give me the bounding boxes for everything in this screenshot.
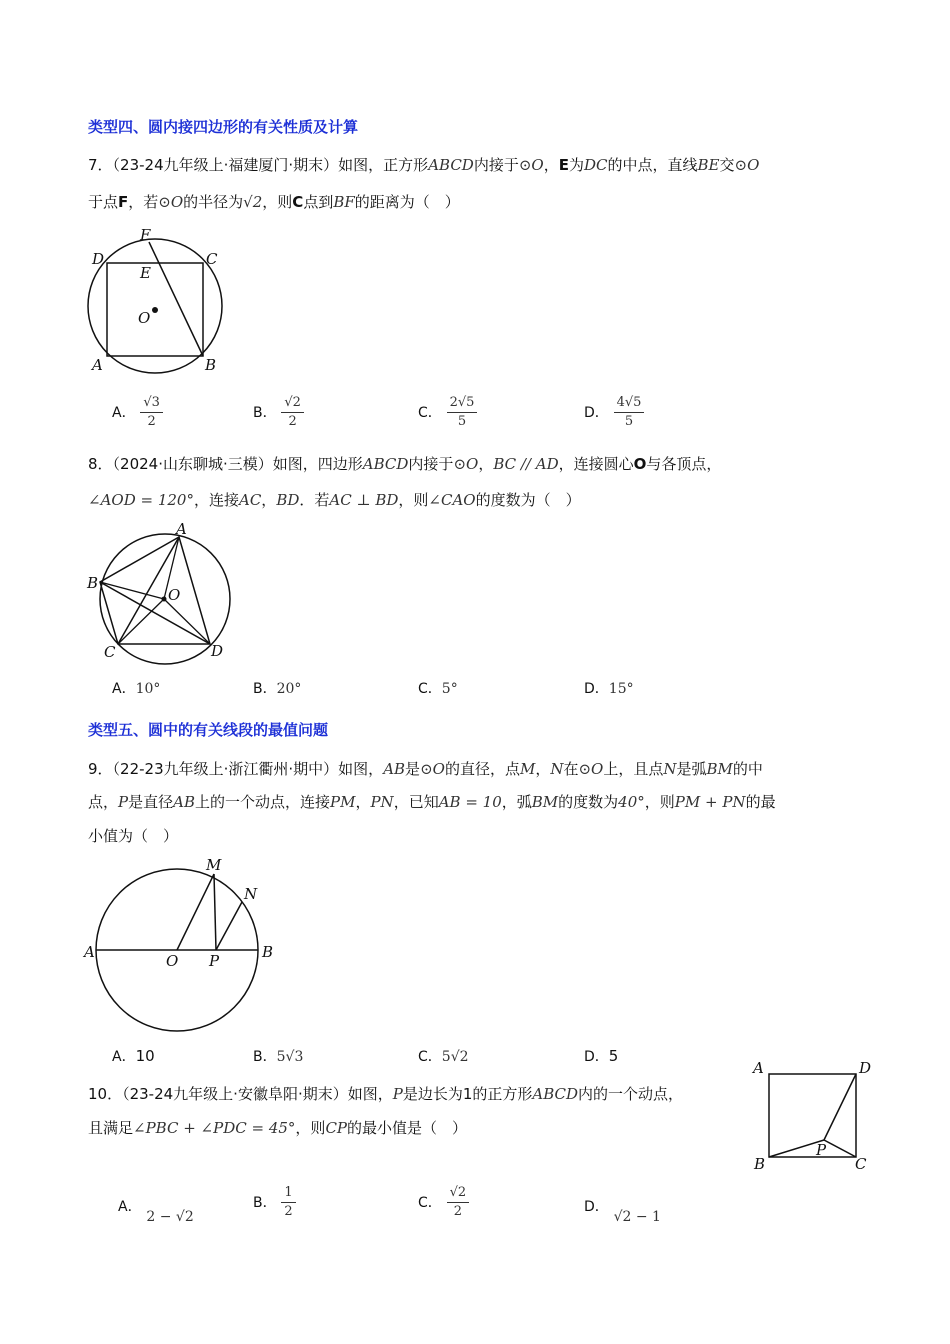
- q7-text: 的距离为（ ）: [354, 193, 460, 211]
- q9-math-ab: AB: [383, 760, 406, 778]
- denominator: 2: [288, 414, 297, 429]
- option-value: 20°: [276, 681, 302, 697]
- q8-center-dot: [162, 597, 167, 602]
- option-letter: A．: [112, 405, 136, 421]
- q7-text: 如图，正方形: [338, 156, 429, 174]
- q8-line-bd: [100, 582, 210, 644]
- q9-line-om: [177, 874, 214, 950]
- option-value: 15°: [608, 681, 634, 697]
- q8-option-b[interactable]: [253, 678, 301, 698]
- q7-math-circle-o: ⊙O: [734, 156, 760, 174]
- q9-math-degree: 40°: [618, 793, 645, 811]
- q8-text: ，连接圆心: [558, 455, 634, 473]
- q8-text: 与各顶点，: [646, 455, 722, 473]
- q7-text: 的中点，直线: [607, 156, 698, 174]
- q9-text: ，: [355, 793, 371, 811]
- q7-text: 点到: [303, 193, 334, 211]
- q10-option-c-fraction: [447, 1184, 470, 1221]
- q7-math-dc: DC: [584, 156, 608, 174]
- q9-math-pm-plus-pn: PM + PN: [674, 793, 746, 811]
- q9-line-3: 小值为（ ）: [88, 827, 179, 845]
- q9-line-2: [88, 791, 776, 813]
- q8-line-2: [88, 489, 581, 511]
- q10-number: 10．: [88, 1085, 123, 1103]
- q8-number: 8．: [88, 455, 113, 473]
- q8-line-ob: [100, 582, 164, 599]
- q10-label-a: A: [753, 1059, 764, 1077]
- option-letter: B．: [253, 681, 277, 697]
- q10-line-2: [88, 1117, 467, 1139]
- denominator: 2: [284, 1204, 293, 1219]
- q7-option-c[interactable]: [418, 394, 477, 431]
- option-letter: A．: [112, 681, 136, 697]
- option-letter: C．: [418, 1195, 442, 1211]
- q7-label-b: B: [205, 356, 217, 374]
- option-value: 10°: [135, 681, 161, 697]
- q9-text: 上，且点: [603, 760, 664, 778]
- q9-math-ab: AB: [173, 793, 195, 811]
- q10-math-p: P: [392, 1085, 403, 1103]
- q8-option-d[interactable]: [584, 678, 634, 698]
- q7-option-a[interactable]: [112, 394, 163, 431]
- q9-source: （22-23九年级上·浙江衢州·期中）: [112, 760, 339, 778]
- option-letter: A．: [112, 1049, 136, 1065]
- q8-math-perpendicular: AC ⊥ BD: [329, 491, 399, 509]
- q10-math-condition: ∠PBC + ∠PDC = 45°: [133, 1119, 296, 1137]
- q10-option-b-fraction: [281, 1184, 295, 1221]
- q8-text: 如图，四边形: [272, 455, 363, 473]
- q10-label-b: B: [754, 1155, 766, 1173]
- q7-label-c: C: [206, 250, 218, 268]
- q7-math-sqrt2: √2: [243, 193, 263, 211]
- q9-math-circle-o: ⊙O: [578, 760, 604, 778]
- q10-text: 且满足: [88, 1119, 134, 1137]
- q7-source: （23-24九年级上·福建厦门·期末）: [112, 156, 339, 174]
- q8-math-angle-aod: ∠AOD = 120°: [88, 491, 194, 509]
- q8-text: ，: [478, 455, 494, 473]
- q8-math-abcd: ABCD: [362, 455, 409, 473]
- q7-point-c: C: [292, 193, 304, 211]
- q7-figure: [82, 222, 232, 377]
- q10-figure: [746, 1056, 878, 1176]
- q8-math-ac: AC: [238, 491, 262, 509]
- q8-text: ．若: [299, 491, 330, 509]
- option-letter: A．: [118, 1199, 142, 1215]
- q10-label-p: P: [816, 1141, 827, 1159]
- q10-option-d[interactable]: [584, 1196, 661, 1225]
- q9-label-o: O: [166, 952, 179, 970]
- q9-text: 上的一个动点，连接: [194, 793, 330, 811]
- q7-option-d-fraction: [614, 394, 645, 431]
- option-value: 5: [608, 1047, 619, 1065]
- q9-line-pn: [216, 902, 242, 950]
- q7-text: ，则: [262, 193, 293, 211]
- q7-option-a-fraction: [140, 394, 163, 431]
- q9-text: ，: [535, 760, 551, 778]
- denominator: 5: [624, 414, 634, 429]
- q9-number: 9．: [88, 760, 113, 778]
- option-letter: D．: [584, 1199, 609, 1215]
- q10-math-abcd: ABCD: [532, 1085, 579, 1103]
- q10-math-cp: CP: [325, 1119, 348, 1137]
- q8-point-o: O: [633, 455, 647, 473]
- q10-option-b[interactable]: [253, 1184, 296, 1221]
- numerator: √2: [281, 394, 304, 413]
- q7-option-b[interactable]: [253, 394, 304, 431]
- q7-label-f: F: [140, 226, 151, 244]
- q9-text: 的度数为: [558, 793, 619, 811]
- q10-text: 内的一个动点，: [578, 1085, 684, 1103]
- q9-text: 在: [563, 760, 579, 778]
- option-letter: D．: [584, 1049, 609, 1065]
- q10-line-pd: [824, 1074, 856, 1140]
- q7-text: 的半径为: [183, 193, 244, 211]
- option-letter: D．: [584, 681, 609, 697]
- numerator: √2: [447, 1184, 470, 1203]
- numerator: 4√5: [614, 394, 645, 413]
- option-value: 5°: [441, 681, 458, 697]
- numerator: 1: [281, 1184, 295, 1203]
- q9-option-d[interactable]: [584, 1046, 618, 1066]
- q9-math-pn: PN: [370, 793, 394, 811]
- q9-text: 的最: [745, 793, 776, 811]
- q10-label-d: D: [859, 1059, 872, 1077]
- q7-math-circle-o: ⊙O: [518, 156, 544, 174]
- option-value: 10: [135, 1047, 155, 1065]
- section-heading-5: 类型五、圆中的有关线段的最值问题: [88, 721, 329, 739]
- q7-text: ，若: [128, 193, 159, 211]
- q8-label-b: B: [87, 574, 99, 592]
- q7-option-d[interactable]: [584, 394, 644, 431]
- q8-label-c: C: [104, 643, 116, 661]
- q8-label-o: O: [168, 586, 181, 604]
- q7-math-abcd: ABCD: [428, 156, 474, 174]
- q10-text: 的最小值是（ ）: [347, 1119, 468, 1137]
- q8-text: ，连接: [193, 491, 239, 509]
- q9-text: 点，: [88, 793, 119, 811]
- q9-label-n: N: [244, 885, 258, 903]
- q9-text: ，则: [644, 793, 675, 811]
- q7-number: 7．: [88, 156, 113, 174]
- q8-math-circle-o: ⊙O: [453, 455, 479, 473]
- q8-text: 内接于: [408, 455, 454, 473]
- q9-line-1: [88, 758, 763, 780]
- q8-figure: [82, 517, 232, 667]
- denominator: 2: [147, 414, 156, 429]
- option-letter: C．: [418, 1049, 442, 1065]
- q7-label-o: O: [138, 309, 151, 327]
- numerator: 2√5: [447, 394, 478, 413]
- q8-math-bd: BD: [276, 491, 300, 509]
- q10-line-pc: [824, 1140, 856, 1157]
- q9-text: ，已知: [393, 793, 439, 811]
- q9-math-n: N: [663, 760, 677, 778]
- q7-text: 交: [719, 156, 735, 174]
- q9-option-a[interactable]: [112, 1046, 155, 1066]
- option-value: 5√2: [441, 1049, 469, 1065]
- q9-line-pm: [214, 874, 216, 950]
- section-heading-4: 类型四、圆内接四边形的有关性质及计算: [88, 118, 359, 136]
- q7-point-f: F: [118, 193, 129, 211]
- q9-math-circle-o: ⊙O: [420, 760, 445, 778]
- q7-text: 为: [568, 156, 584, 174]
- q8-math-angle-cao: ∠CAO: [428, 491, 476, 509]
- q9-text: 是直径: [128, 793, 174, 811]
- q8-option-a[interactable]: [112, 678, 160, 698]
- q8-label-a: A: [176, 520, 187, 538]
- q9-label-p: P: [209, 952, 220, 970]
- q7-text: ，: [543, 156, 559, 174]
- numerator: √3: [140, 394, 163, 413]
- q9-text: 的直径，点: [444, 760, 520, 778]
- option-letter: D．: [584, 405, 609, 421]
- option-letter: C．: [418, 405, 442, 421]
- q10-source: （23-24九年级上·安徽阜阳·期末）: [122, 1085, 348, 1103]
- q9-figure: [82, 852, 282, 1037]
- q8-text: ，则: [398, 491, 429, 509]
- q7-line-bf: [149, 242, 203, 356]
- q7-line-1: [88, 154, 759, 176]
- option-value: √2 − 1: [613, 1209, 661, 1225]
- q9-option-c[interactable]: [418, 1046, 469, 1066]
- denominator: 2: [453, 1204, 462, 1219]
- q10-square: [769, 1074, 856, 1157]
- q10-text: ，则: [295, 1119, 326, 1137]
- q7-option-c-fraction: [447, 394, 478, 431]
- q7-text: 内接于: [473, 156, 519, 174]
- q7-point-e: E: [558, 156, 569, 174]
- q7-line-2: [88, 191, 460, 213]
- q8-source: （2024·山东聊城·三模）: [112, 455, 273, 473]
- q9-text: 是: [405, 760, 421, 778]
- q10-option-a[interactable]: [118, 1196, 194, 1225]
- q9-math-pm: PM: [330, 793, 356, 811]
- option-value: 2 − √2: [146, 1209, 194, 1225]
- q9-math-bm: BM: [531, 793, 559, 811]
- q7-math-circle-o: ⊙O: [158, 193, 184, 211]
- q7-math-bf: BF: [333, 193, 355, 211]
- q8-option-c[interactable]: [418, 678, 458, 698]
- q10-text: 如图，: [347, 1085, 393, 1103]
- q7-label-a: A: [92, 356, 103, 374]
- q9-math-bm: BM: [706, 760, 733, 778]
- q7-option-b-fraction: [281, 394, 304, 431]
- q9-math-p: P: [118, 793, 129, 811]
- q7-center-dot: [152, 307, 158, 313]
- denominator: 5: [457, 414, 467, 429]
- q9-text: ，弧: [501, 793, 532, 811]
- q7-math-be: BE: [697, 156, 720, 174]
- q9-label-a: A: [84, 943, 95, 961]
- q9-label-b: B: [262, 943, 274, 961]
- option-letter: B．: [253, 1049, 277, 1065]
- q9-text: 如图，: [338, 760, 384, 778]
- q7-label-d: D: [92, 250, 105, 268]
- q8-label-d: D: [211, 642, 224, 660]
- option-letter: B．: [253, 1195, 277, 1211]
- option-letter: B．: [253, 405, 277, 421]
- q10-label-c: C: [855, 1155, 867, 1173]
- q9-label-m: M: [206, 856, 222, 874]
- q10-text: 是边长为1的正方形: [402, 1085, 533, 1103]
- q9-option-b[interactable]: [253, 1046, 303, 1066]
- q8-text: 的度数为（ ）: [475, 491, 581, 509]
- q10-option-c[interactable]: [418, 1184, 469, 1221]
- q9-text: 是弧: [676, 760, 707, 778]
- q7-text: 于点: [88, 193, 119, 211]
- option-value: 5√3: [276, 1049, 304, 1065]
- q9-math-m: M: [519, 760, 536, 778]
- option-letter: C．: [418, 681, 442, 697]
- q8-text: ，: [261, 491, 277, 509]
- q9-math-n: N: [550, 760, 564, 778]
- q7-label-e: E: [140, 264, 151, 282]
- q8-line-1: [88, 453, 721, 475]
- q9-math-ab10: AB = 10: [438, 793, 502, 811]
- q9-text: 的中: [732, 760, 763, 778]
- q10-line-1: [88, 1083, 683, 1105]
- q8-math-parallel: BC // AD: [493, 455, 559, 473]
